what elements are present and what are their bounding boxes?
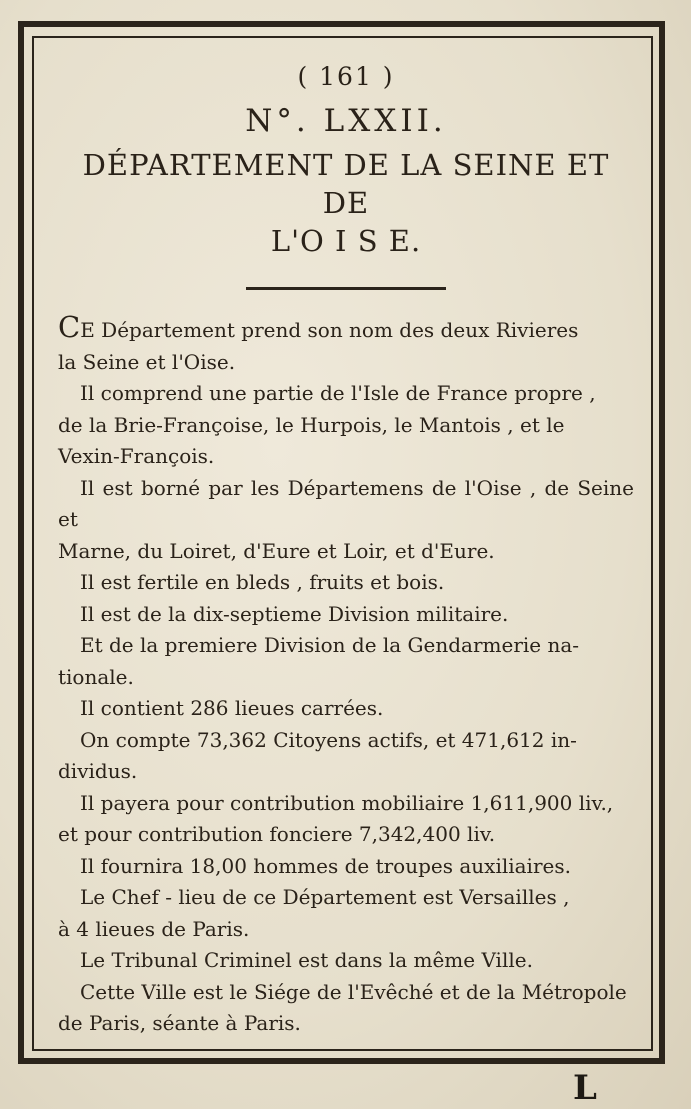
paragraph-fertility xyxy=(58,567,634,599)
text-line: Il contient 286 lieues carrées. xyxy=(80,696,384,720)
text-line: de Paris, séante à Paris. xyxy=(58,1011,301,1035)
paragraph-bishopric xyxy=(58,977,634,1040)
text-line: Il est de la dix-septieme Division militaire. xyxy=(80,601,509,626)
paragraph-territory xyxy=(58,378,634,473)
text-line: Il est fertile en bleds , fruits et bois. xyxy=(80,570,445,594)
text-line: On compte 73,362 Citoyens actifs, et 471,612 in- xyxy=(80,727,577,752)
text-line: de la Brie-Françoise, le Hurpois, le Mantois , et le xyxy=(58,412,565,437)
paragraph-gendarmerie xyxy=(58,630,634,693)
paragraph-borders xyxy=(58,473,634,568)
text-line: Marne, du Loiret, d'Eure et Loir, et d'Eure. xyxy=(58,538,495,563)
paragraph-contributions xyxy=(58,788,634,851)
intro-line2: la Seine et l'Oise. xyxy=(58,349,236,374)
text-line: à 4 lieues de Paris. xyxy=(58,916,250,941)
text-line: Vexin-François. xyxy=(58,444,215,468)
text-line: Il payera pour contribution mobiliaire 1,611,900 liv., xyxy=(80,790,614,815)
text-line: Il comprend une partie de l'Isle de France propre , xyxy=(80,381,596,405)
text-line: Et de la premiere Division de la Gendarmerie na- xyxy=(80,633,580,657)
paragraph-tribunal xyxy=(58,945,634,977)
text-line: Il fournira 18,00 hommes de troupes auxiliaires. xyxy=(80,853,571,878)
paragraph-troops xyxy=(58,851,634,883)
department-title-line1: DÉPARTEMENT DE LA SEINE ET DE xyxy=(82,148,610,220)
paragraph-population xyxy=(58,725,634,788)
paragraph-intro xyxy=(58,312,634,378)
paragraph-chef-lieu xyxy=(58,882,634,945)
entry-number-title: N°. LXXII. xyxy=(245,103,447,139)
text-line: et pour contribution fonciere 7,342,400 liv. xyxy=(58,822,496,846)
text-line: Il est borné par les Départemens de l'Oise , de Seine et xyxy=(58,475,634,531)
page-content xyxy=(58,56,634,1040)
intro-line1: E Département prend son nom des deux Rivieres xyxy=(80,318,579,342)
paragraph-military-division xyxy=(58,599,634,631)
text-line: dividus. xyxy=(58,759,138,783)
text-line: Cette Ville est le Siége de l'Evêché et de la Métropole xyxy=(80,979,627,1004)
paragraph-area xyxy=(58,693,634,725)
title-divider xyxy=(246,287,446,290)
page-number: ( 161 ) xyxy=(297,62,395,91)
text-line: tionale. xyxy=(58,664,134,689)
text-line: Le Tribunal Criminel est dans la même Ville. xyxy=(80,948,533,972)
drop-cap: C xyxy=(58,310,81,344)
text-line: Le Chef - lieu de ce Département est Versailles , xyxy=(80,885,570,909)
signature-mark: L xyxy=(573,1068,597,1108)
department-title-line2: L'O I S E. xyxy=(270,224,422,258)
